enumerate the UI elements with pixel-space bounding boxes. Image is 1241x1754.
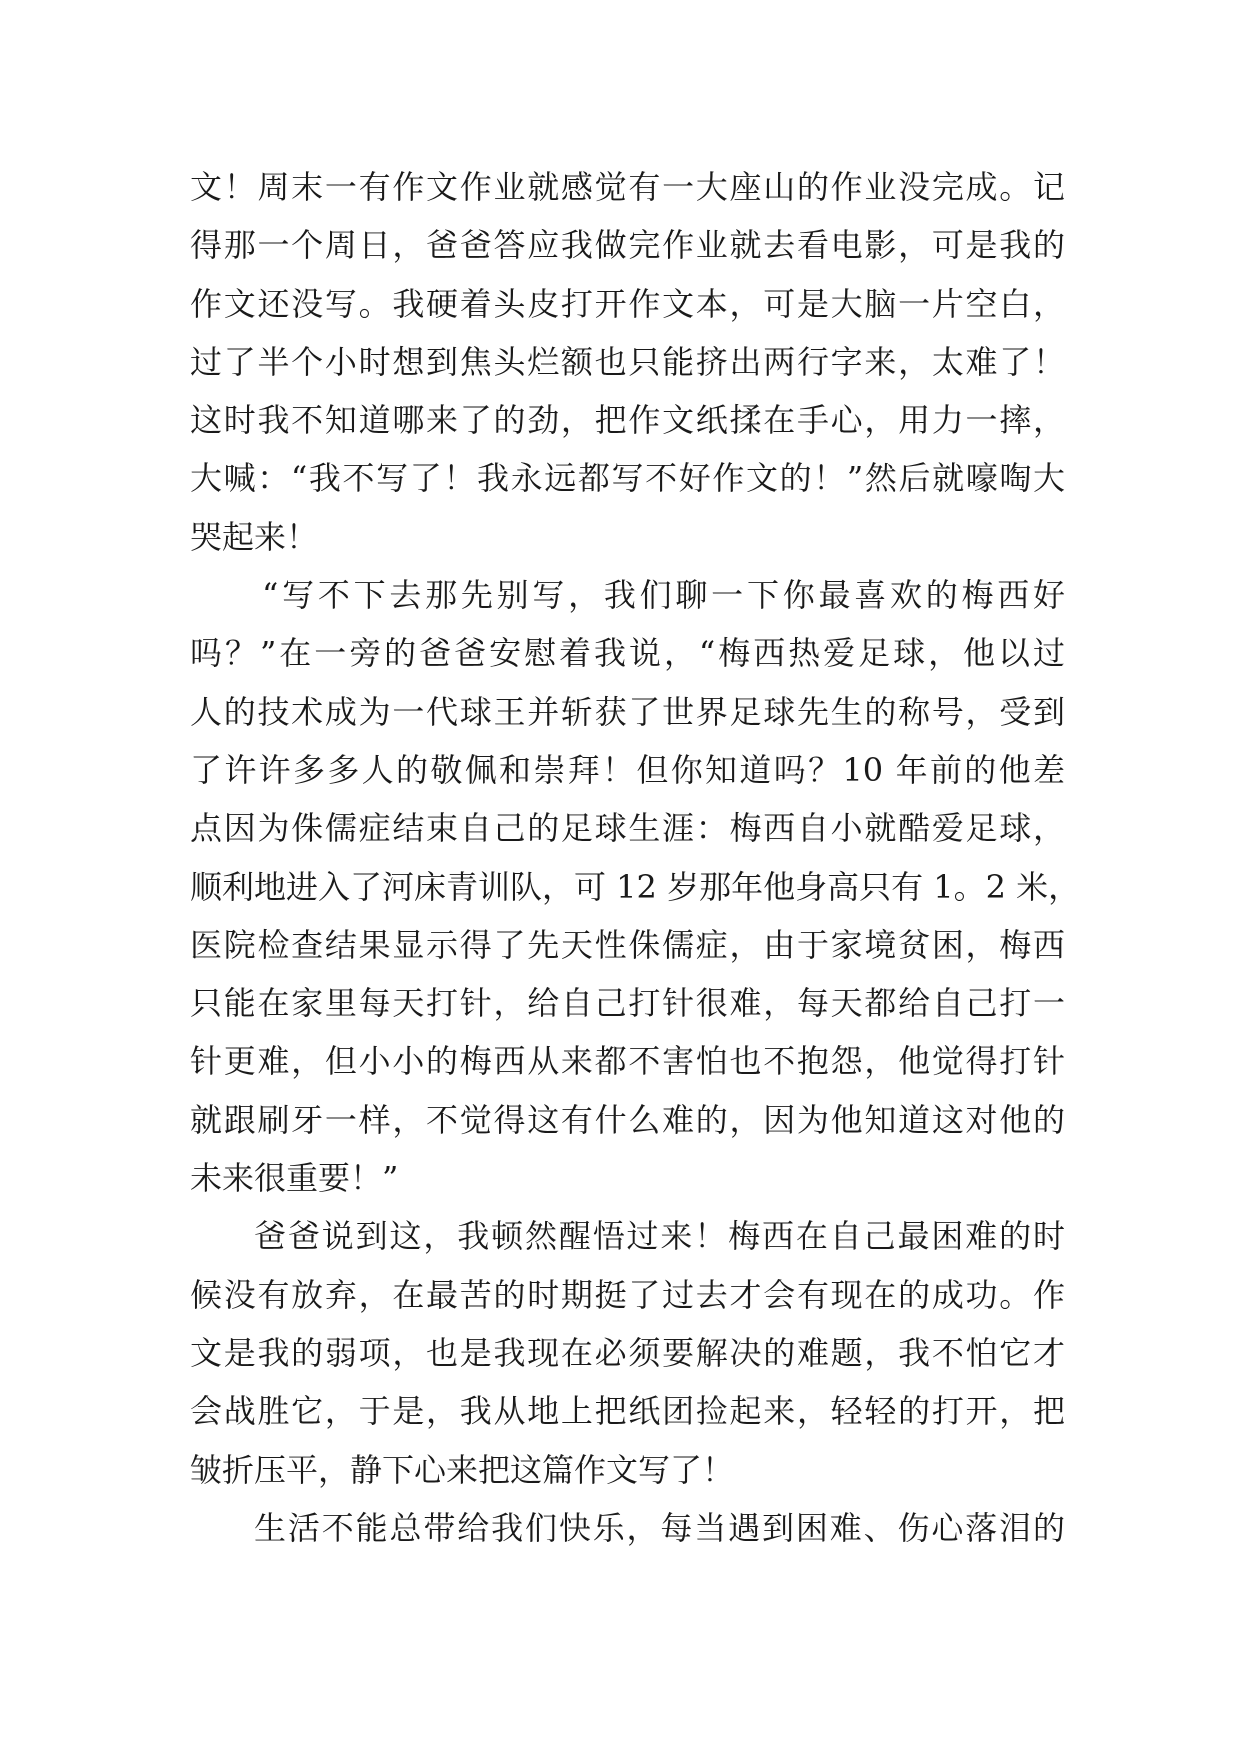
text-line: “写不下去那先别写，我们聊一下你最喜欢的梅西好 — [262, 576, 1065, 615]
text-line: 只能在家里每天打针，给自己打针很难，每天都给自己打一 — [190, 984, 1065, 1023]
text-line: 文是我的弱项，也是我现在必须要解决的难题，我不怕它才 — [190, 1333, 1065, 1372]
text-line: 吗？”在一旁的爸爸安慰着我说，“梅西热爱足球，他以过 — [190, 634, 1065, 673]
text-line: 皱折压平，静下心来把这篇作文写了！ — [190, 1450, 735, 1489]
text-line: 过了半个小时想到焦头烂额也只能挤出两行字来，太难了！ — [190, 342, 1065, 381]
essay-body — [190, 158, 1081, 1557]
text-line: 点因为侏儒症结束自己的足球生涯：梅西自小就酷爱足球， — [190, 809, 1065, 848]
text-line: 会战胜它，于是，我从地上把纸团捡起来，轻轻的打开，把 — [190, 1392, 1065, 1431]
text-line: 人的技术成为一代球王并斩获了世界足球先生的称号，受到 — [190, 692, 1065, 731]
text-line: 得那一个周日，爸爸答应我做完作业就去看电影，可是我的 — [190, 226, 1065, 265]
text-line: 大喊：“我不写了！我永远都写不好作文的！”然后就嚎啕大 — [190, 459, 1065, 498]
text-line: 就跟刷牙一样，不觉得这有什么难的，因为他知道这对他的 — [190, 1100, 1065, 1139]
text-line: 候没有放弃，在最苦的时期挺了过去才会有现在的成功。作 — [190, 1275, 1065, 1314]
text-line: 哭起来！ — [190, 517, 319, 556]
text-line: 生活不能总带给我们快乐，每当遇到困难、伤心落泪的 — [254, 1508, 1065, 1547]
text-line: 作文还没写。我硬着头皮打开作文本，可是大脑一片空白， — [190, 284, 1065, 323]
text-line: 了许许多多人的敬佩和崇拜！但你知道吗？10 年前的他差 — [190, 750, 1065, 789]
text-line: 顺利地进入了河床青训队，可 12 岁那年他身高只有 1。2 米， — [190, 867, 1081, 906]
text-line: 针更难，但小小的梅西从来都不害怕也不抱怨，他觉得打针 — [190, 1042, 1065, 1081]
text-line: 未来很重要！” — [190, 1159, 399, 1198]
text-line: 这时我不知道哪来了的劲，把作文纸揉在手心，用力一摔， — [190, 401, 1065, 440]
text-line: 医院检查结果显示得了先天性侏儒症，由于家境贫困，梅西 — [190, 925, 1065, 964]
text-line: 爸爸说到这，我顿然醒悟过来！梅西在自己最困难的时 — [254, 1217, 1065, 1256]
text-line: 文！周末一有作文作业就感觉有一大座山的作业没完成。记 — [190, 168, 1065, 206]
